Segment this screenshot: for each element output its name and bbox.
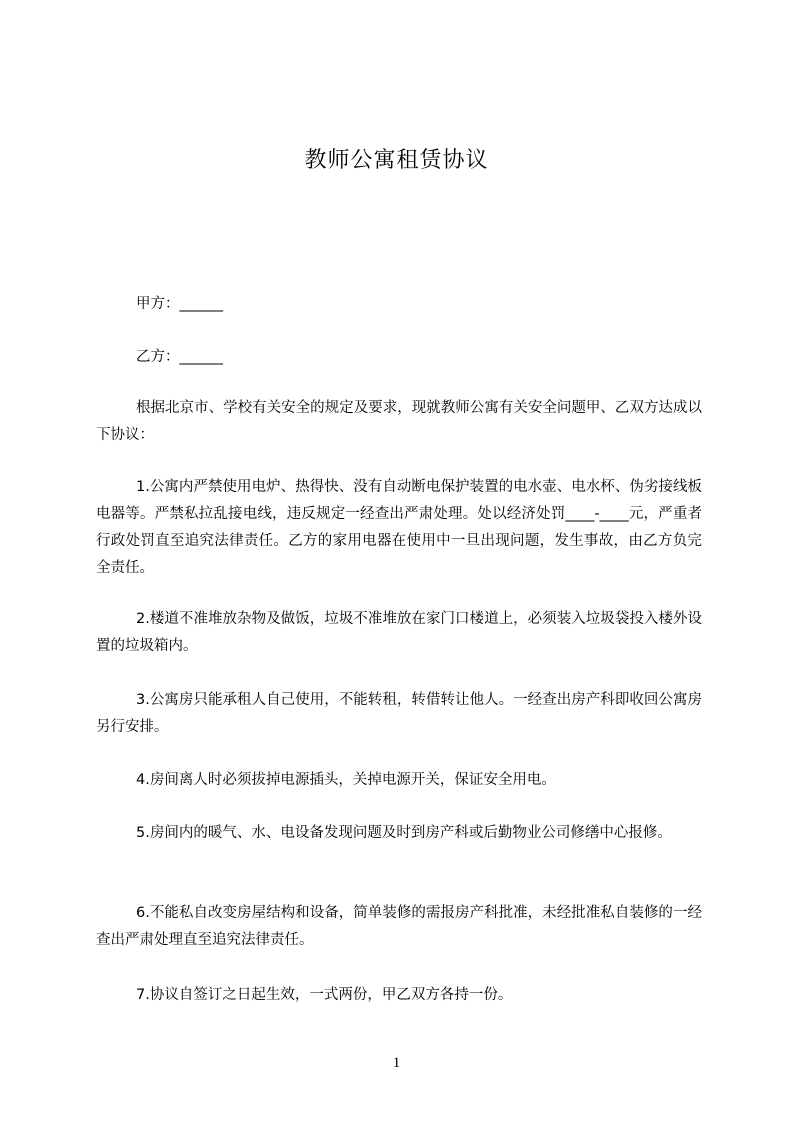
clause-4: 4.房间离人时必须拔掉电源插头，关掉电源开关，保证安全用电。 bbox=[136, 772, 556, 788]
party-b-line: 乙方：______ bbox=[136, 349, 223, 365]
clause-6: 6.不能私自改变房屋结构和设备，简单装修的需报房产科批准，未经批准私自装修的一经查出严肃处理直至追究法律责任。 bbox=[96, 905, 702, 948]
clause-1: 1.公寓内严禁使用电炉、热得快、没有自动断电保护装置的电水壶、电水杯、伪劣接线板电器等。严禁私拉乱接电线，违反规定一经查出严肃处理。处以经济处罚____-____元，严重者行政处罚直至追究法律责任。乙方的家用电器在使用中一旦出现问题，发生事故，由乙方负完全责任。 bbox=[96, 479, 702, 576]
party-a-line: 甲方：______ bbox=[136, 296, 223, 312]
document-title: 教师公寓租赁协议 bbox=[304, 148, 489, 173]
intro-paragraph: 根据北京市、学校有关安全的规定及要求，现就教师公寓有关安全问题甲、乙双方达成以下协议： bbox=[96, 400, 702, 443]
page-number: 1 bbox=[392, 1055, 401, 1071]
clause-5: 5.房间内的暖气、水、电设备发现问题及时到房产科或后勤物业公司修缮中心报修。 bbox=[136, 825, 672, 841]
clause-7: 7.协议自签订之日起生效，一式两份，甲乙双方各持一份。 bbox=[136, 987, 513, 1003]
clause-2: 2.楼道不准堆放杂物及做饭，垃圾不准堆放在家门口楼道上，必须装入垃圾袋投入楼外设置的垃圾箱内。 bbox=[96, 611, 702, 654]
clause-3: 3.公寓房只能承租人自己使用，不能转租，转借转让他人。一经查出房产科即收回公寓房另行安排。 bbox=[96, 692, 702, 735]
